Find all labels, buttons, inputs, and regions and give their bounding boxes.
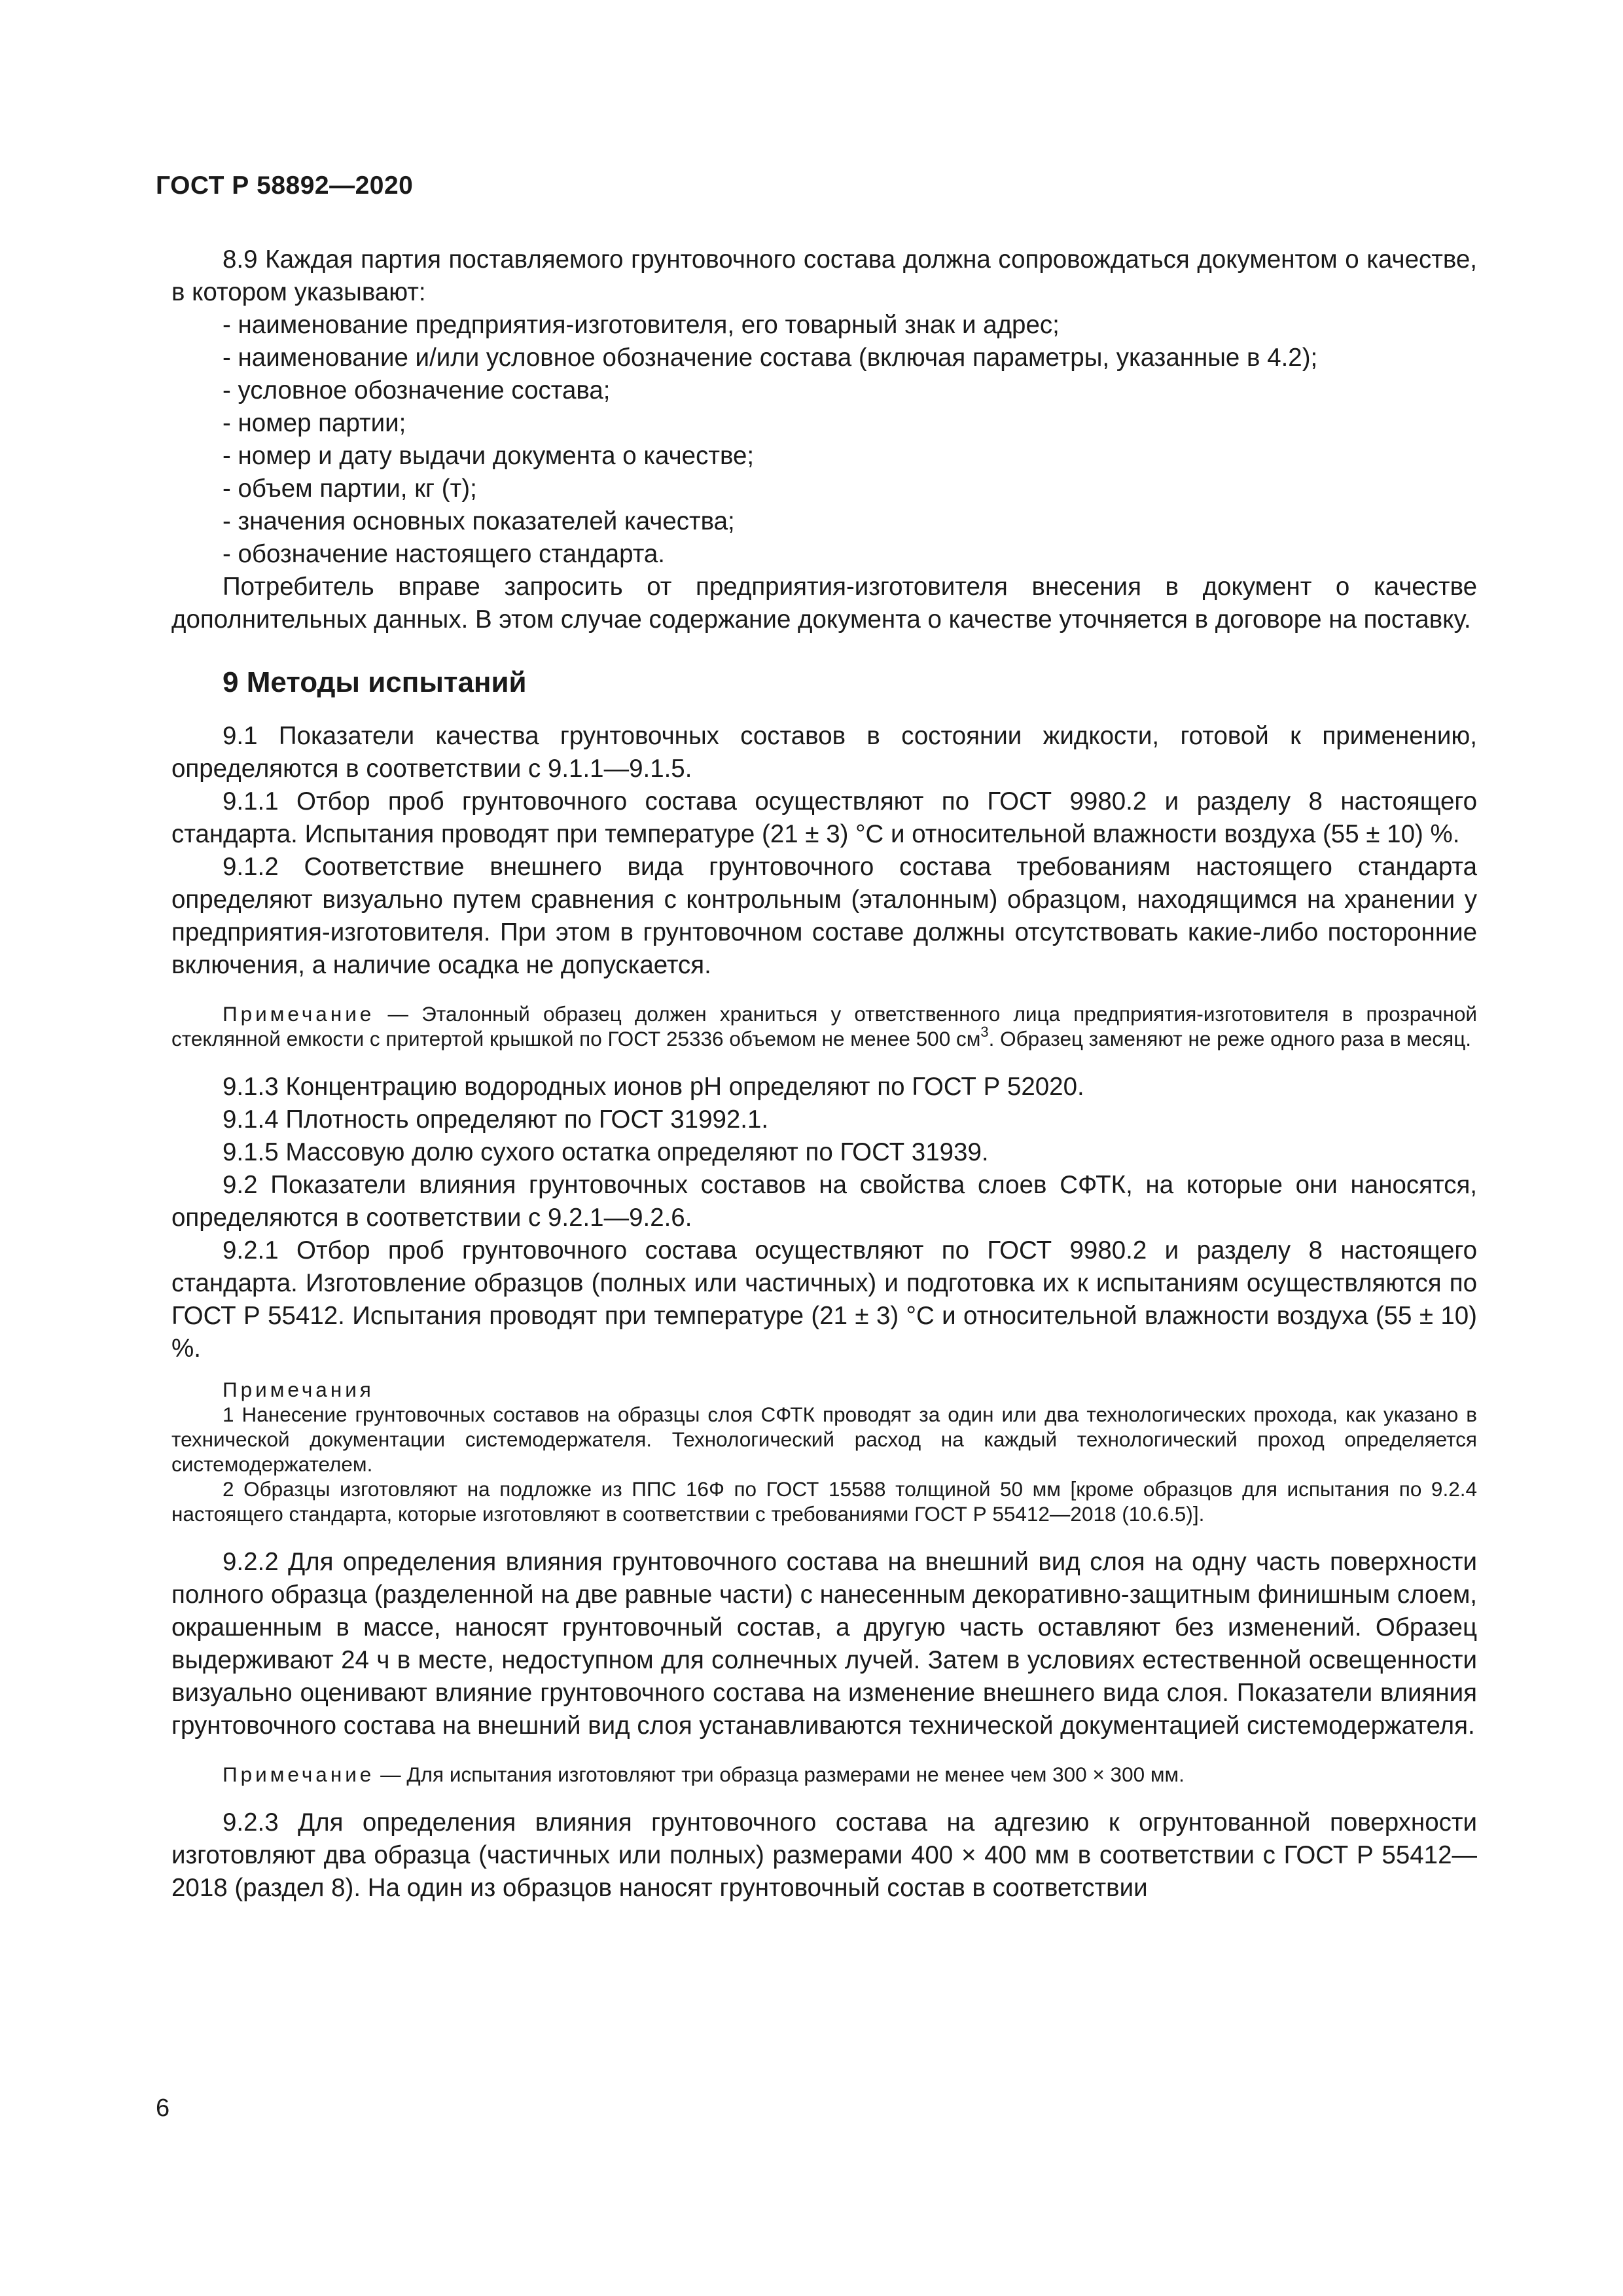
note-samples-size [171, 1762, 1477, 1787]
notes-label-text: Примечания [223, 1378, 374, 1401]
list-item: - значения основных показателей качества; [223, 507, 735, 535]
list-item: - обозначение настоящего стандарта. [223, 540, 666, 568]
clause-8-9-intro: 8.9 Каждая партия поставляемого грунтовочного состава должна сопровождаться документом о качестве, в котором указывают: [171, 245, 1477, 306]
page-body [171, 243, 1477, 1905]
list-item: - номер партии; [223, 409, 406, 437]
note-label: Примечание [223, 1002, 375, 1026]
notes-label [171, 1377, 1477, 1402]
note-text: . Образец заменяют не реже одного раза в месяц. [988, 1027, 1471, 1050]
list-item: - условное обозначение состава; [223, 376, 611, 404]
clause-9-2-2: 9.2.2 Для определения влияния грунтовочного состава на внешний вид слоя на одну часть поверхности полного образца (разделенной на две равные части) с нанесенным декоративно-защитным финишным слоем, окрашенным в массе, наносят грунтовочный состав, а другую часть оставляют без изменений. Образец выдерживают 24 ч в месте, недоступном для солнечных лучей. Затем в условиях естественной освещенности визуально оценивают влияние грунтовочного состава на изменение внешнего вида слоя. Показатели влияния грунтовочного состава на внешний вид слоя устанавливаются технической документацией системодержателя. [171, 1548, 1477, 1740]
clause-9-1: 9.1 Показатели качества грунтовочных составов в состоянии жидкости, готовой к применению, определяются в соответствии с 9.1.1—9.1.5. [171, 722, 1477, 783]
note-superscript: 3 [980, 1024, 989, 1040]
clause-9-1-2: 9.1.2 Соответствие внешнего вида грунтовочного состава требованиям настоящего стандарта определяют визуально путем сравнения с контрольным (эталонным) образцом, находящимся на хранении у предприятия-изготовителя. При этом в грунтовочном составе должны отсутствовать какие-либо посторонние включения, а наличие осадка не допускается. [171, 853, 1477, 979]
clause-9-1-1: 9.1.1 Отбор проб грунтовочного состава осуществляют по ГОСТ 9980.2 и разделу 8 настоящего стандарта. Испытания проводят при температуре (21 ± 3) °С и относительной влажности воздуха (55 ± 10) %. [171, 787, 1477, 848]
clause-9-2-3: 9.2.3 Для определения влияния грунтовочного состава на адгезию к огрунтованной поверхности изготовляют два образца (частичных или полных) размерами 400 × 400 мм в соответствии с ГОСТ Р 55412—2018 (раздел 8). На один из образцов наносят грунтовочный состав в соответствии [171, 1808, 1477, 1902]
list-item: - объем партии, кг (т); [223, 475, 477, 503]
clause-9-2: 9.2 Показатели влияния грунтовочных составов на свойства слоев СФТК, на которые они наносятся, определяются в соответствии с 9.2.1—9.2.6. [171, 1171, 1477, 1232]
note-item: 1 Нанесение грунтовочных составов на образцы слоя СФТК проводят за один или два технологических прохода, как указано в технической документации системодержателя. Технологический расход на каждый технологический проход определяется системодержателем. [171, 1403, 1477, 1476]
list-item: - номер и дату выдачи документа о качестве; [223, 442, 755, 470]
list-item: - наименование предприятия-изготовителя, его товарный знак и адрес; [223, 311, 1060, 339]
clause-9-1-5: 9.1.5 Массовую долю сухого остатка определяют по ГОСТ 31939. [223, 1138, 989, 1166]
clause-9-1-3: 9.1.3 Концентрацию водородных ионов рН определяют по ГОСТ Р 52020. [223, 1073, 1084, 1101]
section-heading-9: 9 Методы испытаний [223, 666, 527, 698]
document-header: ГОСТ Р 58892—2020 [156, 171, 414, 200]
note-item: 2 Образцы изготовляют на подложке из ППС 16Ф по ГОСТ 15588 толщиной 50 мм [кроме образцов для испытания по 9.2.4 настоящего стандарта, которые изготовляют в соответствии с требованиями ГОСТ Р 55412—2018 (10.6.5)]. [171, 1477, 1477, 1526]
note-reference-sample [171, 1001, 1477, 1051]
clause-9-2-1: 9.2.1 Отбор проб грунтовочного состава осуществляют по ГОСТ 9980.2 и разделу 8 настоящего стандарта. Изготовление образцов (полных или частичных) и подготовка их к испытаниям осуществляются по ГОСТ Р 55412. Испытания проводят при температуре (21 ± 3) °С и относительной влажности воздуха (55 ± 10) %. [171, 1236, 1477, 1363]
note-text: — Эталонный образец должен храниться у ответственного лица предприятия-изготовителя в прозрачной стеклянной емкости с притертой крышкой по ГОСТ 25336 объемом не менее 500 см [171, 1002, 1477, 1050]
note-text: — Для испытания изготовляют три образца размерами не менее чем 300 × 300 мм. [374, 1763, 1185, 1786]
clause-8-9-closing: Потребитель вправе запросить от предприятия-изготовителя внесения в документ о качестве дополнительных данных. В этом случае содержание документа о качестве уточняется в договоре на поставку. [171, 573, 1477, 634]
clause-9-1-4: 9.1.4 Плотность определяют по ГОСТ 31992.1. [223, 1105, 769, 1134]
note-label: Примечание [223, 1763, 375, 1786]
page-number: 6 [156, 2094, 170, 2122]
list-item: - наименование и/или условное обозначение состава (включая параметры, указанные в 4.2); [223, 344, 1318, 372]
